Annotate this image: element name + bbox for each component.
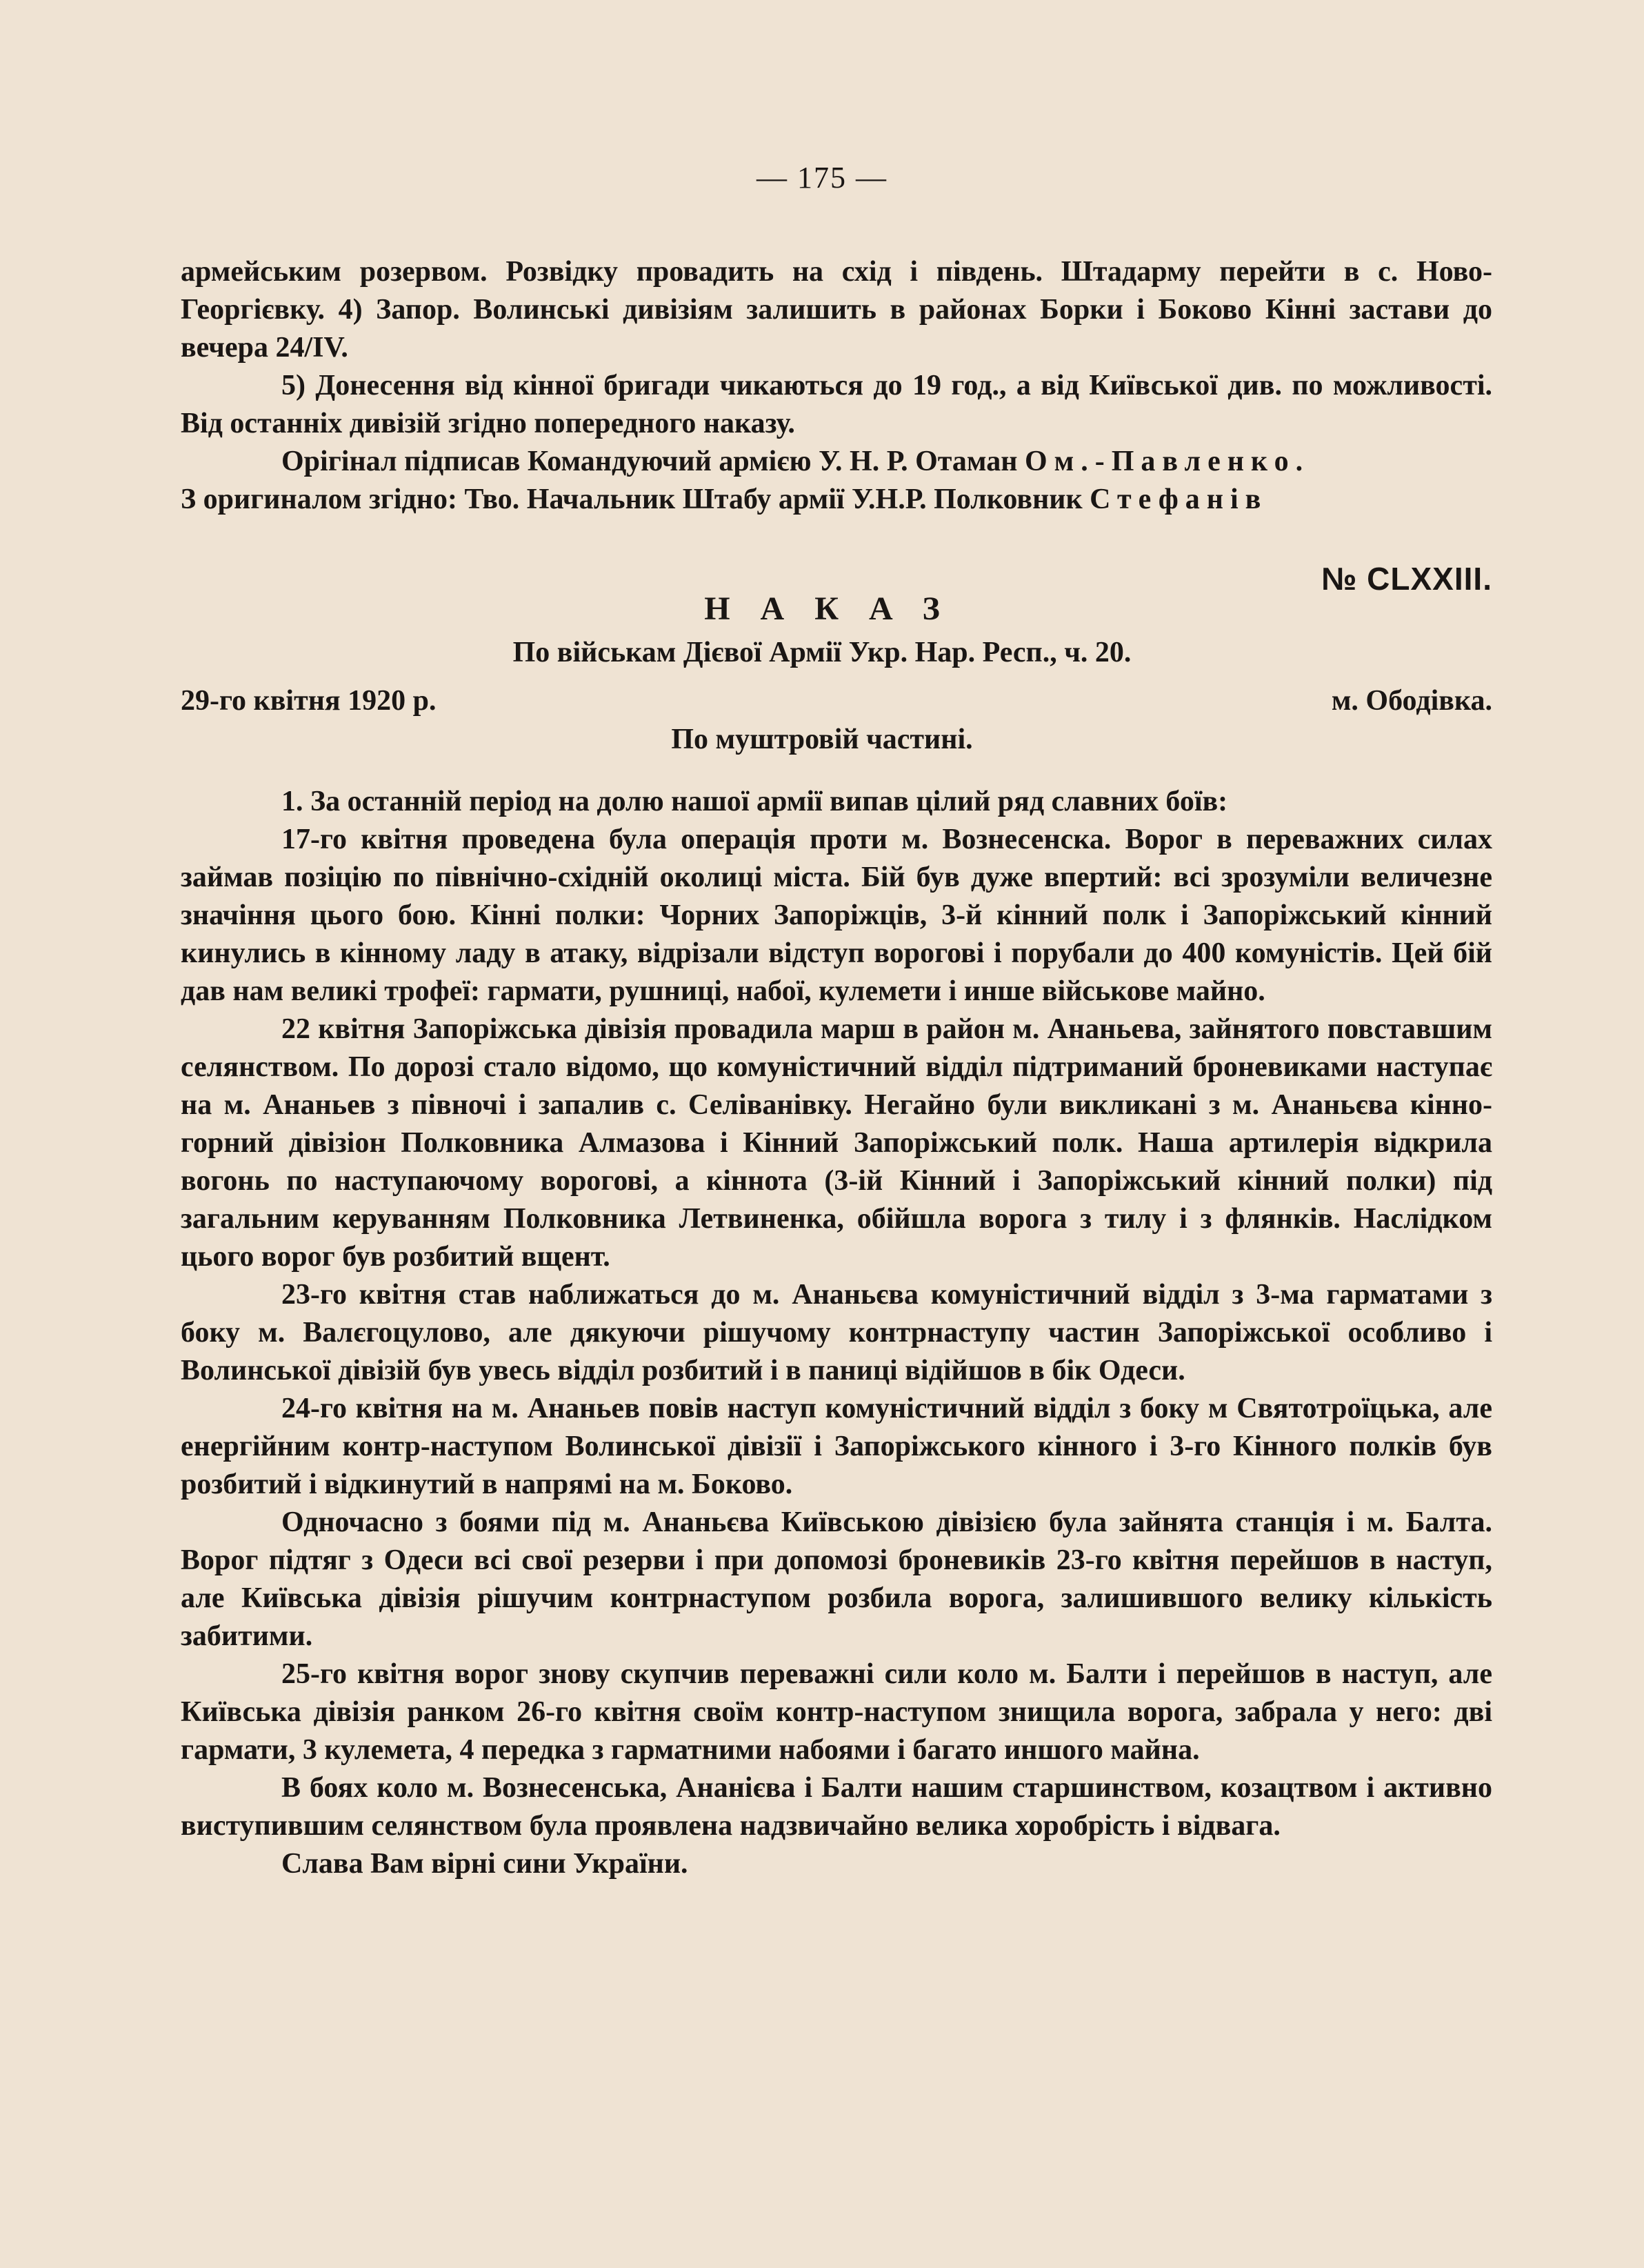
signature-1-name: Ом.-Павленко. bbox=[1024, 446, 1310, 477]
body-paragraph-3: 22 квітня Запоріжська дівізія провадила марш в район м. Ананьева, зайнятого повставшим селянством. По дорозі стало відомо, що комуністичний відділ підтриманий броневиками наступає на м. Ананьев з півночі і запалив с. Селіванівку. Негайно були викликані з м. Ананьєва кінно-горний дівізіон Полковника Алмазова і Кінний Запоріжський полк. Наша артилерія відкрила вогонь по наступаючому ворогові, а кіннота (3-ій Кінний і Запоріжський кінний полки) під загальним керуванням Полковника Летвиненка, обійшла ворога з тилу і з флянків. Наслідком цього ворог був розбитий вщент. bbox=[181, 1013, 1492, 1273]
body-paragraph-4: 23-го квітня став наближаться до м. Ананьєва комуністичний відділ з 3-ма гарматами з боку м. Валєгоцулово, але дякуючи рішучому контрнаступу частин Запоріжської особливо і Волинської дівізій був увесь відділ розбитий і в паниці відійшов в бік Одеси. bbox=[181, 1279, 1492, 1386]
continuation-block bbox=[181, 253, 1492, 519]
continuation-paragraph-1: армейським розервом. Розвідку провадить на схід і південь. Штадарму перейти в с. Ново-Георгієвку. 4) Запор. Волинські дивізіям залишить в районах Борки і Боково Кінні застави до вечера 24/IV. bbox=[181, 256, 1492, 364]
body-paragraph-9: Слава Вам вірні сини України. bbox=[281, 1848, 688, 1880]
body-paragraph-2: 17-го квітня проведена була операція проти м. Вознесенска. Ворог в переважних силах займав позіцію по північно-східній околиці міста. Бій був дуже впертий: всі зрозуміли величезне значіння цього бою. Кінні полки: Чорних Запоріжців, 3-й кінний полк і Запоріжський кінний кинулись в кінному ладу в атаку, відрізали відступ ворогові і порубали до 400 комуністів. Цей бій дав нам великі трофеї: гармати, рушниці, набої, кулемети і инше військове майно. bbox=[181, 824, 1492, 1007]
body-paragraph-6: Одночасно з боями під м. Ананьєва Київською дівізією була зайнята станція і м. Балта. Ворог підтяг з Одеси всі свої резерви і при допомозі броневиків 23-го квітня перейшов в наступ, але Київська дівізія рішучим контрнаступом розбила ворога, залишившого велику кількість забитими. bbox=[181, 1506, 1492, 1652]
continuation-paragraph-2: 5) Донесення від кінної бригади чикаються до 19 год., а від Київської див. по можливості. Від останніх дивізій згідно попередного наказу. bbox=[181, 370, 1492, 439]
signature-line-2 bbox=[181, 481, 1492, 519]
signature-2-text: З оригиналом згідно: Тво. Начальник Штабу армії У.Н.Р. Полковник bbox=[181, 484, 1090, 515]
order-number: № CLXXIII. bbox=[1321, 561, 1492, 597]
body-paragraph-7: 25-го квітня ворог знову скупчив переважні сили коло м. Балти і перейшов в наступ, але Київська дівізія ранком 26-го квітня своїм контр-наступом знищила ворога, забрала у него: дві гармати, 3 кулемета, 4 передка з гарматними набоями і багато иншого майна. bbox=[181, 1658, 1492, 1766]
order-subtitle: По військам Дієвої Армії Укр. Нар. Респ., ч. 20. bbox=[512, 637, 1132, 668]
body-paragraph-5: 24-го квітня на м. Ананьев повів наступ комуністичний відділ з боку м Святотроїцька, але енергійним контр-наступом Волинської дівізії і Запоріжського кінного і 3-го Кінного полків був розбитий і відкинутий в напрямі на м. Боково. bbox=[181, 1393, 1492, 1500]
signature-1-text: Орігінал підписав Командуючий армією У. Н. Р. Отаман bbox=[281, 446, 1025, 477]
signature-line-1 bbox=[181, 443, 1492, 481]
page-number: — 175 — bbox=[756, 161, 888, 195]
order-date: 29-го квітня 1920 р. bbox=[181, 685, 437, 717]
body-paragraph-8: В боях коло м. Вознесенська, Ананієва і Балти нашим старшинством, козацтвом і активно виступившим селянством була проявлена надзвичайно велика хоробрість і відвага. bbox=[181, 1772, 1492, 1842]
order-place: м. Ободівка. bbox=[1331, 685, 1492, 717]
body-paragraph-1: 1. За останній період на долю нашої армії випав цілий ряд славних боїв: bbox=[281, 786, 1228, 817]
order-body bbox=[181, 783, 1492, 1883]
order-title: НАКАЗ bbox=[704, 590, 970, 627]
signature-2-name: Стефанів bbox=[1090, 484, 1268, 515]
order-part-heading: По муштровій частині. bbox=[671, 724, 973, 755]
